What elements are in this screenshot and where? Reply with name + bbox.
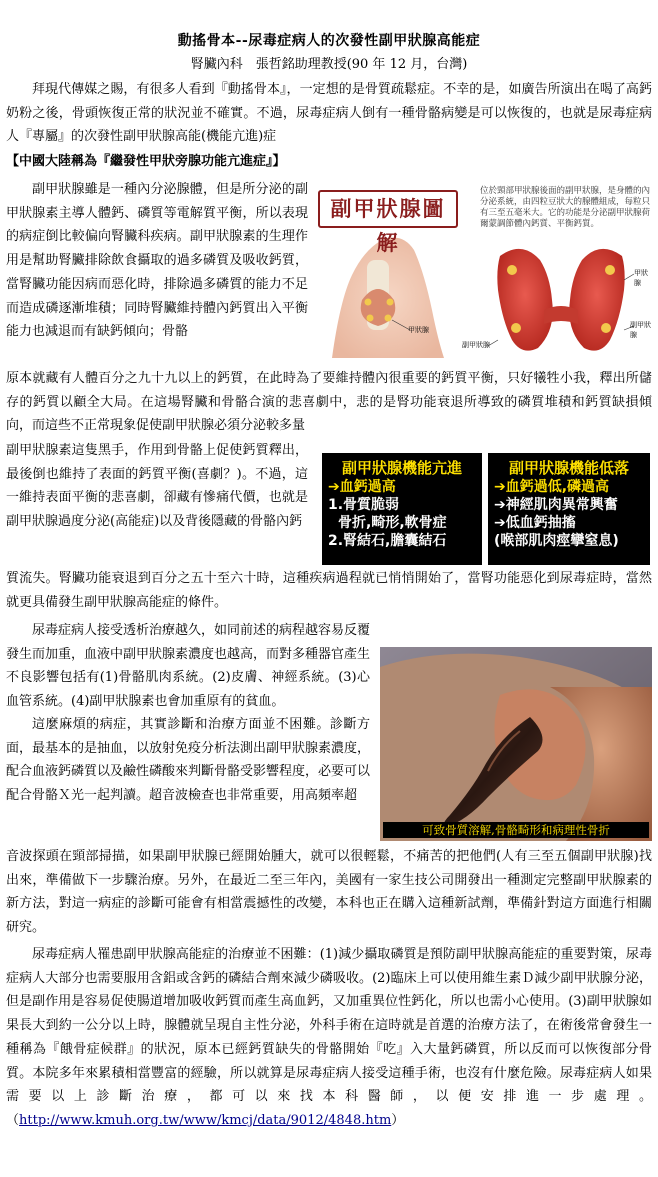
author-line: 腎臟內科 張哲銘助理教授(90 年 12 月，台灣) [190,57,468,72]
hypofunction-item: (喉部肌肉痙攣窒息) [494,533,619,549]
parathyroid-diagram [312,180,654,358]
paragraph-calcium: 原本就藏有人體百分之九十九以上的鈣質，在此時為了要維持體內很重要的鈣質平衡，只好犧牲小我，釋出所儲存的鈣質以顧全大局。在這場腎臟和骨骼合演的悲喜劇中，悲的是腎功能衰退所導致的磷質堆積和鈣質缺損傾向，而這些不正常現象促使副甲狀腺必須分泌較多量 [6,371,652,434]
hyperfunction-item: 2.腎結石,膽囊結石 [328,533,447,549]
paragraph-bone-loss: 質流失。腎臟功能衰退到百分之五十至六十時，這種疾病過程就已悄悄開始了，當腎功能惡化到尿毒症時，當然就更具備發生副甲狀腺高能症的條件。 [6,571,652,610]
paragraph-ultrasound: 音波探頭在頸部掃描，如果副甲狀腺已經開始腫大，就可以很輕鬆，不痛苦的把他們(人有三至五個副甲狀腺)找出來，準備做下一步驟治療。另外，在最近二至三年內，美國有一家生技公司開發出一種測定完整副甲狀腺素的新方法，對這一病症的診斷可能會有相當震撼性的改變，本科也正在購入這種新試劑，準備針對這方面進行相關研究。 [6,849,652,936]
paragraph-physiology: 副甲狀腺雖是一種內分泌腺體，但是所分泌的副甲狀腺素主導人體鈣、磷質等電解質平衡，所以表現的病症倒比較偏向腎臟科疾病。副甲狀腺素的生理作用是幫助腎臟排除飲食攝取的過多磷質及吸收鈣質，當腎臟功能因病而惡化時，排除過多磷質的能力不足而造成磷逐漸堆積；同時腎臟維持體內鈣質出入平衡能力也減退而有缺鈣傾向；骨骼 [6,182,308,340]
hyperfunction-heading: 副甲狀腺機能亢進 [341,459,462,477]
diagram-label: 甲狀腺 [634,269,648,287]
hyperfunction-item: 骨折,畸形,軟骨症 [338,515,447,531]
diagram-label: 副甲狀腺 [630,321,651,339]
hyperfunction-box [322,453,482,565]
paragraph-intro-note: 【中國大陸稱為『繼發性甲狀旁腺功能亢進症』】 [6,154,286,169]
photo-caption: 可致骨質溶解,骨骼畸形和病理性骨折 [383,822,649,838]
hypofunction-item: ➔低血鈣抽搐 [494,515,576,531]
hypofunction-item: ➔血鈣過低,磷過高 [494,479,610,495]
clinical-photo [380,647,652,841]
diagram-title: 副甲狀腺圖解 [318,190,458,228]
diagram-label: 副甲狀腺 [462,341,490,349]
document-title: 動搖骨本--尿毒症病人的次發性副甲狀腺高能症 [177,33,481,49]
paragraph-hormone: 副甲狀腺素這隻黑手，作用到骨骼上促使鈣質釋出，最後倒也維持了表面的鈣質平衡(喜劇？)。不過，這一維持表面平衡的悲喜劇，卻藏有慘痛代價，也就是副甲狀腺過度分泌(高能症)以及背後隱藏的骨骼內鈣 [6,443,308,530]
paragraph-diagnosis: 這麼麻煩的病症，其實診斷和治療方面並不困難。診斷方面，最基本的是抽血，以放射免疫分析法測出副甲狀腺素濃度，配合血液鈣磷質以及鹼性磷酸來判斷骨骼受影響程度，必要可以配合骨骼Ｘ光一起判讀。超音波檢查也非常重要，用高頻率超 [6,717,371,804]
paragraph-treatment [6,943,652,1133]
diagram-label: 甲狀腺 [408,326,429,334]
source-link[interactable]: http://www.kmuh.org.tw/www/kmcj/data/9012/4848.htm [19,1112,392,1128]
hypofunction-item: ➔神經肌肉異常興奮 [494,497,618,513]
hypofunction-heading: 副甲狀腺機能低落 [508,459,629,477]
hyperfunction-item: 1.骨質脆弱 [328,497,400,513]
diagram-note: 位於頸部甲狀腺後面的副甲狀腺，是身體的內分泌系統，由四粒豆狀大的腺體組成，每粒只有三至五毫米大。它的功能是分泌副甲狀腺荷爾蒙調節體內鈣質、平衡鈣質。 [480,186,651,229]
hypofunction-box [488,453,650,565]
treatment-end: ） [391,1112,405,1128]
paragraph-intro: 拜現代傳媒之賜，有很多人看到『動搖骨本』，一定想的是骨質疏鬆症。不幸的是，如廣告所演出在喝了高鈣奶粉之後，骨頭恢復正常的狀況並不確實。不過，尿毒症病人倒有一種骨骼病變是可以恢復的，也就是尿毒症病人『專屬』的次發性副甲狀腺高能(機能亢進)症 [6,82,652,145]
bone-deformity-image [380,647,652,841]
treatment-text: 尿毒症病人罹患副甲狀腺高能症的治療並不困難：(1)減少攝取磷質是預防副甲狀腺高能症的重要對策，尿毒症病人大部分也需要服用含鋁或含鈣的磷結合劑來減少磷吸收。(2)臨床上可以使用維生素Ｄ減少副甲狀腺分泌，但是副作用是容易促使腸道增加吸收鈣質而產生高血鈣，又加重異位性鈣化，所以也需小心使用。(3)副甲狀腺如果長大到約一公分以上時，腺體就呈現自主性分泌，外科手術在這時就是首選的治療方法了，在術後常會發生一種稱為『餓骨症候群』的狀況，原本已經鈣質缺失的骨骼開始『吃』入大量鈣磷質，所以反而可以恢復部分骨質。本院多年來累積相當豐富的經驗，所以就算是尿毒症病人接受這種手術，也沒有什麼危險。尿毒症病人如果需要以上診斷治療，都可以來找本科醫師，以便安排進一步處理。（ [6,947,652,1128]
hyperfunction-item: ➔血鈣過高 [328,479,396,495]
paragraph-dialysis: 尿毒症病人接受透析治療越久，如同前述的病程越容易反覆發生而加重，血液中副甲狀腺素濃度也越高，而對多種器官產生不良影響包括有(1)骨骼肌肉系統。(2)皮膚、神經系統。(3)心血管系統。(4)副甲狀腺素也會加重原有的貧血。 [6,623,371,710]
